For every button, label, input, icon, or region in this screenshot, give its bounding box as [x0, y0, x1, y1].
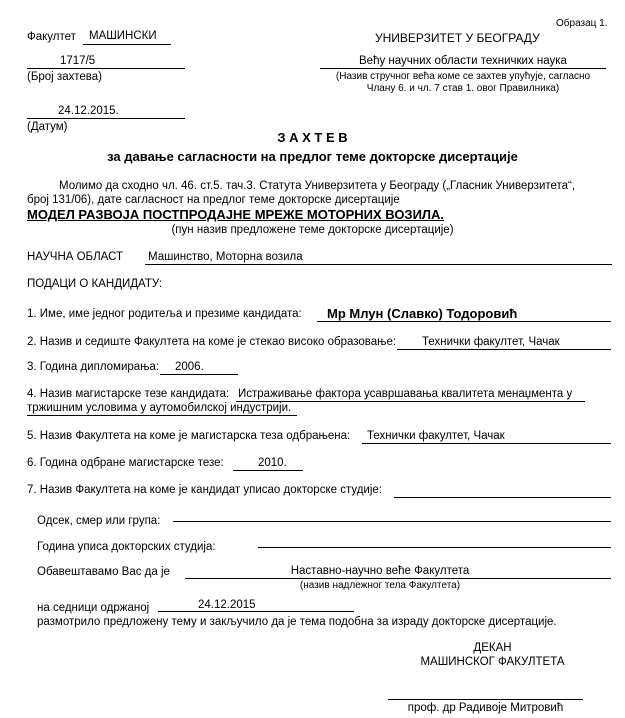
thesis-title: МОДЕЛ РАЗВОЈА ПОСТПРОДАЈНЕ МРЕЖЕ МОТОРНИХ ВОЗИЛА. [27, 207, 445, 222]
session-label: на седници одржаној [37, 602, 150, 614]
session-date-value: 24.12.2015 [198, 599, 256, 611]
document-subtitle: за давање сагласности на предлог теме докторске дисертације [107, 149, 518, 164]
date-label: (Датум) [27, 121, 68, 133]
council-note-2: Члану 6. и чл. 7 став 1. овог Правилника) [366, 83, 560, 94]
thesis-title-note: (пун назив предложене теме докторске дисертације) [171, 224, 454, 236]
item-5-value: Технички факултет, Чачак [367, 430, 505, 442]
item-3-value: 2006. [175, 361, 204, 373]
item-1-label: 1. Име, име једног родитеља и презиме кандидата: [27, 308, 302, 320]
council-note-1: (Назив стручног већа коме се захтев упућује, сагласно [335, 71, 591, 82]
item-5-label: 5. Назив Факултета на коме је магистарска теза одбрањена: [27, 430, 351, 442]
date-value: 24.12.2015. [58, 105, 119, 117]
dean-name: проф. др Радивоје Митровић [407, 702, 564, 714]
item-7-line [394, 497, 611, 498]
considered-text: размотрило предложену тему и закључило да је тема подобна за израду докторске дисертације. [37, 616, 557, 628]
scientific-area-value: Машинство, Моторна возила [148, 251, 303, 263]
university-name: УНИВЕРЗИТЕТ У БЕОГРАДУ [375, 31, 540, 45]
request-number-value: 1717/5 [60, 55, 96, 67]
item-4-line-2 [27, 415, 297, 416]
faculty-value: МАШИНСКИ [89, 30, 157, 42]
date-line [27, 118, 185, 119]
department-line [173, 521, 611, 522]
form-code: Образац 1. [556, 18, 608, 29]
item-6-value: 2010. [258, 457, 287, 469]
item-4-label: 4. Назив магистарске тезе кандидата: [27, 388, 230, 400]
inform-label: Обавештавамо Вас да је [37, 566, 170, 578]
item-2-line [397, 349, 611, 350]
faculty-label: Факултет [27, 31, 76, 43]
scientific-area-line [145, 264, 612, 265]
intro-line-2: број 131/06), дате сагласност на предлог теме докторске дисертације [27, 194, 400, 206]
item-3-line [160, 374, 238, 375]
item-6-line [233, 470, 303, 471]
dean-faculty: МАШИНСКОГ ФАКУЛТЕТА [420, 656, 565, 668]
item-3-label: 3. Година дипломирања: [27, 361, 160, 373]
enrollment-year-label: Година уписа докторских студија: [37, 541, 216, 553]
intro-line-1: Молимо да сходно чл. 46. ст.5. тач.3. Статута Универзитета у Београду („Гласник Универзитета“, [59, 180, 576, 192]
signature-line [388, 699, 583, 700]
item-5-line [362, 443, 611, 444]
department-label: Одсек, смер или група: [37, 515, 161, 527]
item-6-label: 6. Година одбране магистарске тезе: [27, 457, 224, 469]
item-1-value: Мр Млун (Славко) Тодоровић [327, 306, 518, 321]
candidate-header: ПОДАЦИ О КАНДИДАТУ: [27, 278, 163, 290]
council-line [320, 68, 606, 69]
item-1-line [317, 321, 611, 322]
faculty-line [83, 44, 171, 45]
council-value: Већу научних области техничких наука [359, 55, 567, 67]
item-7-label: 7. Назив Факултета на коме је кандидат уписао докторске студије: [27, 484, 382, 496]
item-2-value: Технички факултет, Чачак [422, 336, 560, 348]
dean-title: ДЕКАН [473, 642, 512, 654]
session-date-line [158, 611, 354, 612]
document-title: З А Х Т Е В [277, 130, 348, 145]
scientific-area-label: НАУЧНА ОБЛАСТ [27, 251, 124, 263]
request-number-label: (Број захтева) [27, 71, 102, 83]
item-2-label: 2. Назив и седиште Факултета на коме је стекао високо образовање: [27, 336, 397, 348]
request-number-line [27, 68, 185, 69]
item-4-value-1: Истраживање фактора усавршавања квалитета менаџмента у [238, 388, 573, 400]
council-body-note: (назив надлежног тела Факултета) [299, 580, 461, 591]
council-body-value: Наставно-научно веће Факултета [290, 565, 470, 577]
council-body-line [185, 578, 611, 579]
item-4-value-2: тржишним условима у аутомобилској индустрији. [27, 402, 292, 414]
enrollment-year-line [258, 547, 611, 548]
